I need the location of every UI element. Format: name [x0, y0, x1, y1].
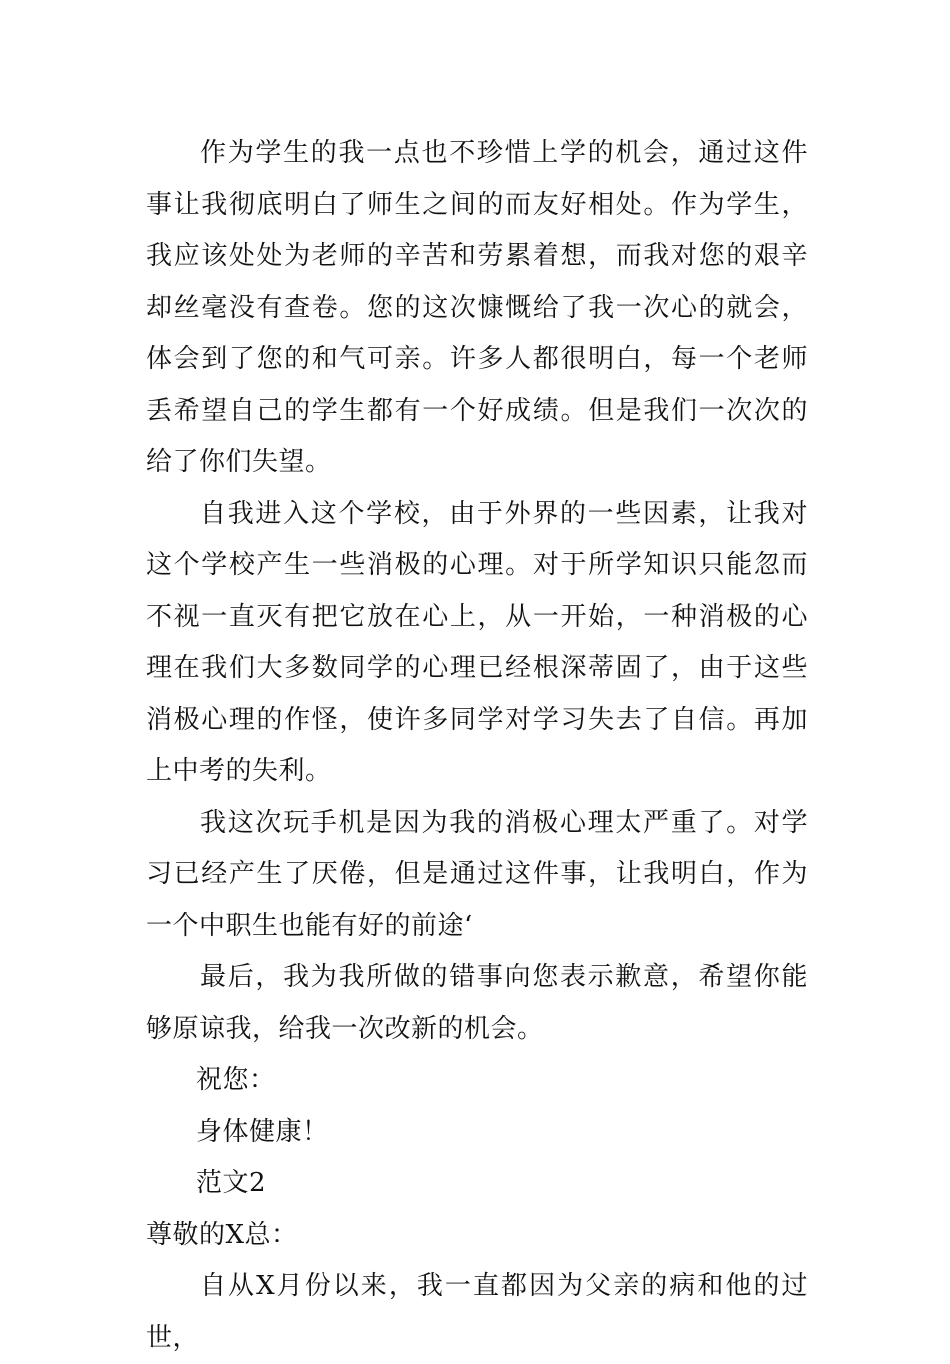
paragraph-school-attitude: 自我进入这个学校，由于外界的一些因素，让我对这个学校产生一些消极的心理。对于所学知识只能忽而不视一直灭有把它放在心上，从一开始，一种消极的心理在我们大多数同学的心理已经根深蒂固了，由于这些消极心理的作怪，使许多同学对学习失去了自信。再加上中考的失利。 — [146, 498, 808, 786]
letter-first-line: 自从X月份以来，我一直都因为父亲的病和他的过世， — [146, 1271, 808, 1353]
sample-heading: 范文2 — [196, 1168, 267, 1198]
paragraph-apology-reflection: 作为学生的我一点也不珍惜上学的机会，通过这件事让我彻底明白了师生之间的而友好相处。作为学生，我应该处处为老师的辛苦和劳累着想，而我对您的艰辛却丝毫没有查卷。您的这次慷慨给了我一次心的就会，体会到了您的和气可亲。许多人都很明白，每一个老师丢希望自己的学生都有一个好成绩。但是我们一次次的给了你们失望。 — [146, 138, 808, 477]
letter-salutation: 尊敬的X总： — [146, 1219, 298, 1250]
closing-wish: 祝您： — [196, 1065, 276, 1095]
closing-blessing: 身体健康！ — [196, 1116, 329, 1147]
document-body — [146, 128, 808, 1364]
paragraph-phone-usage: 我这次玩手机是因为我的消极心理太严重了。对学习已经产生了厌倦，但是通过这件事，让我明白，作为一个中职生也能有好的前途‘ — [146, 807, 808, 941]
paragraph-final-apology: 最后，我为我所做的错事向您表示歉意，希望你能够原谅我，给我一次改新的机会。 — [146, 962, 808, 1044]
